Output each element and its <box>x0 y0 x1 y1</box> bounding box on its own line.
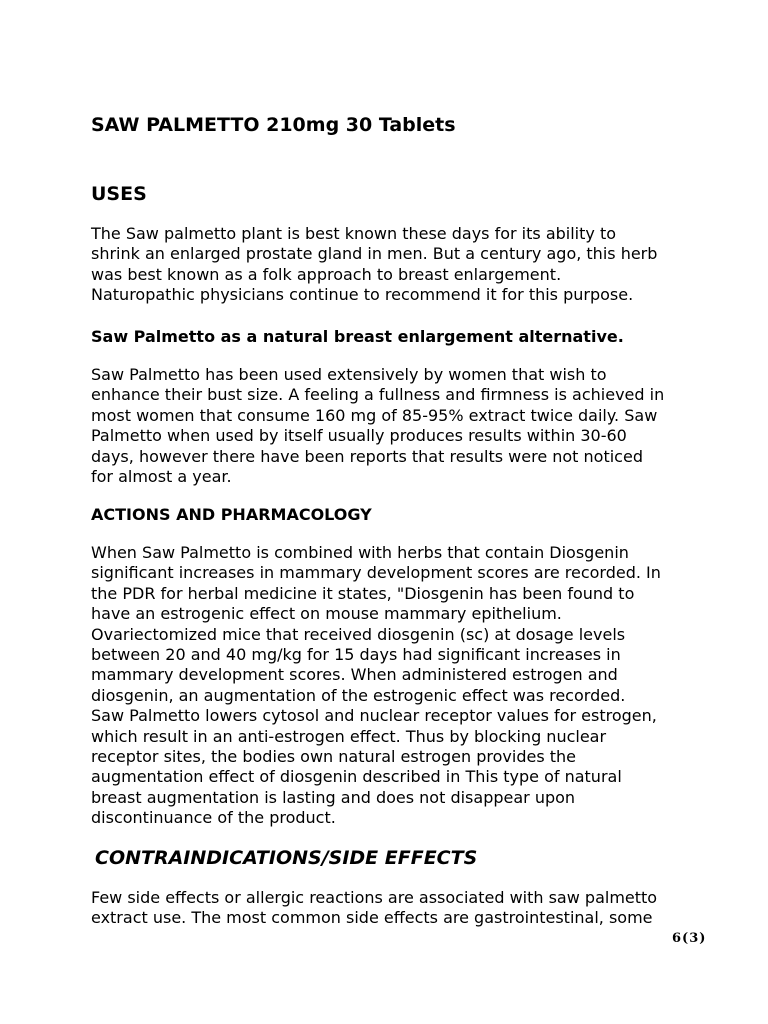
page-number: 6(3) <box>672 931 707 946</box>
uses-line: Naturopathic physicians continue to recommend it for this purpose. <box>91 285 634 305</box>
actions-line: significant increases in mammary development scores are recorded. In <box>91 563 661 583</box>
actions-line: mammary development scores. When administered estrogen and <box>91 665 618 685</box>
uses-line: shrink an enlarged prostate gland in men. But a century ago, this herb <box>91 244 658 264</box>
contraindications-paragraph <box>91 888 731 929</box>
contraindications-heading: CONTRAINDICATIONS/SIDE EFFECTS <box>95 847 478 869</box>
actions-line: breast augmentation is lasting and does not disappear upon <box>91 787 576 807</box>
contraindications-line: Few side effects or allergic reactions are associated with saw palmetto <box>91 888 658 907</box>
alternative-line: days, however there have been reports that results were not noticed <box>91 446 643 466</box>
document-title: SAW PALMETTO 210mg 30 Tablets <box>91 114 456 136</box>
alternative-line: enhance their bust size. A feeling a fullness and firmness is achieved in <box>91 385 665 405</box>
uses-line: The Saw palmetto plant is best known these days for its ability to <box>91 224 616 243</box>
uses-paragraph <box>91 224 731 306</box>
actions-line: Saw Palmetto lowers cytosol and nuclear receptor values for estrogen, <box>91 706 657 726</box>
uses-line: was best known as a folk approach to breast enlargement. <box>91 264 562 284</box>
actions-line: Ovariectomized mice that received diosgenin (sc) at dosage levels <box>91 624 626 644</box>
actions-paragraph <box>91 543 731 829</box>
actions-line: diosgenin, an augmentation of the estrogenic effect was recorded. <box>91 685 626 705</box>
contraindications-line: extract use. The most common side effects are gastrointestinal, some <box>91 908 653 928</box>
alternative-line: for almost a year. <box>91 467 232 487</box>
alternative-line: Saw Palmetto has been used extensively by women that wish to <box>91 365 607 384</box>
actions-line: augmentation effect of diosgenin described in This type of natural <box>91 767 622 787</box>
alternative-line: most women that consume 160 mg of 85-95% extract twice daily. Saw <box>91 405 658 425</box>
actions-heading: ACTIONS AND PHARMACOLOGY <box>91 505 372 524</box>
alternative-line: Palmetto when used by itself usually produces results within 30-60 <box>91 426 627 446</box>
actions-line: have an estrogenic effect on mouse mammary epithelium. <box>91 604 562 624</box>
actions-line: discontinuance of the product. <box>91 808 336 828</box>
uses-heading: USES <box>91 183 147 205</box>
actions-line: between 20 and 40 mg/kg for 15 days had significant increases in <box>91 645 621 665</box>
actions-line: the PDR for herbal medicine it states, "Diosgenin has been found to <box>91 583 635 603</box>
actions-line: When Saw Palmetto is combined with herbs that contain Diosgenin <box>91 543 629 562</box>
alternative-heading: Saw Palmetto as a natural breast enlargement alternative. <box>91 327 624 346</box>
alternative-paragraph <box>91 365 731 487</box>
actions-line: receptor sites, the bodies own natural estrogen provides the <box>91 747 576 767</box>
actions-line: which result in an anti-estrogen effect. Thus by blocking nuclear <box>91 726 607 746</box>
